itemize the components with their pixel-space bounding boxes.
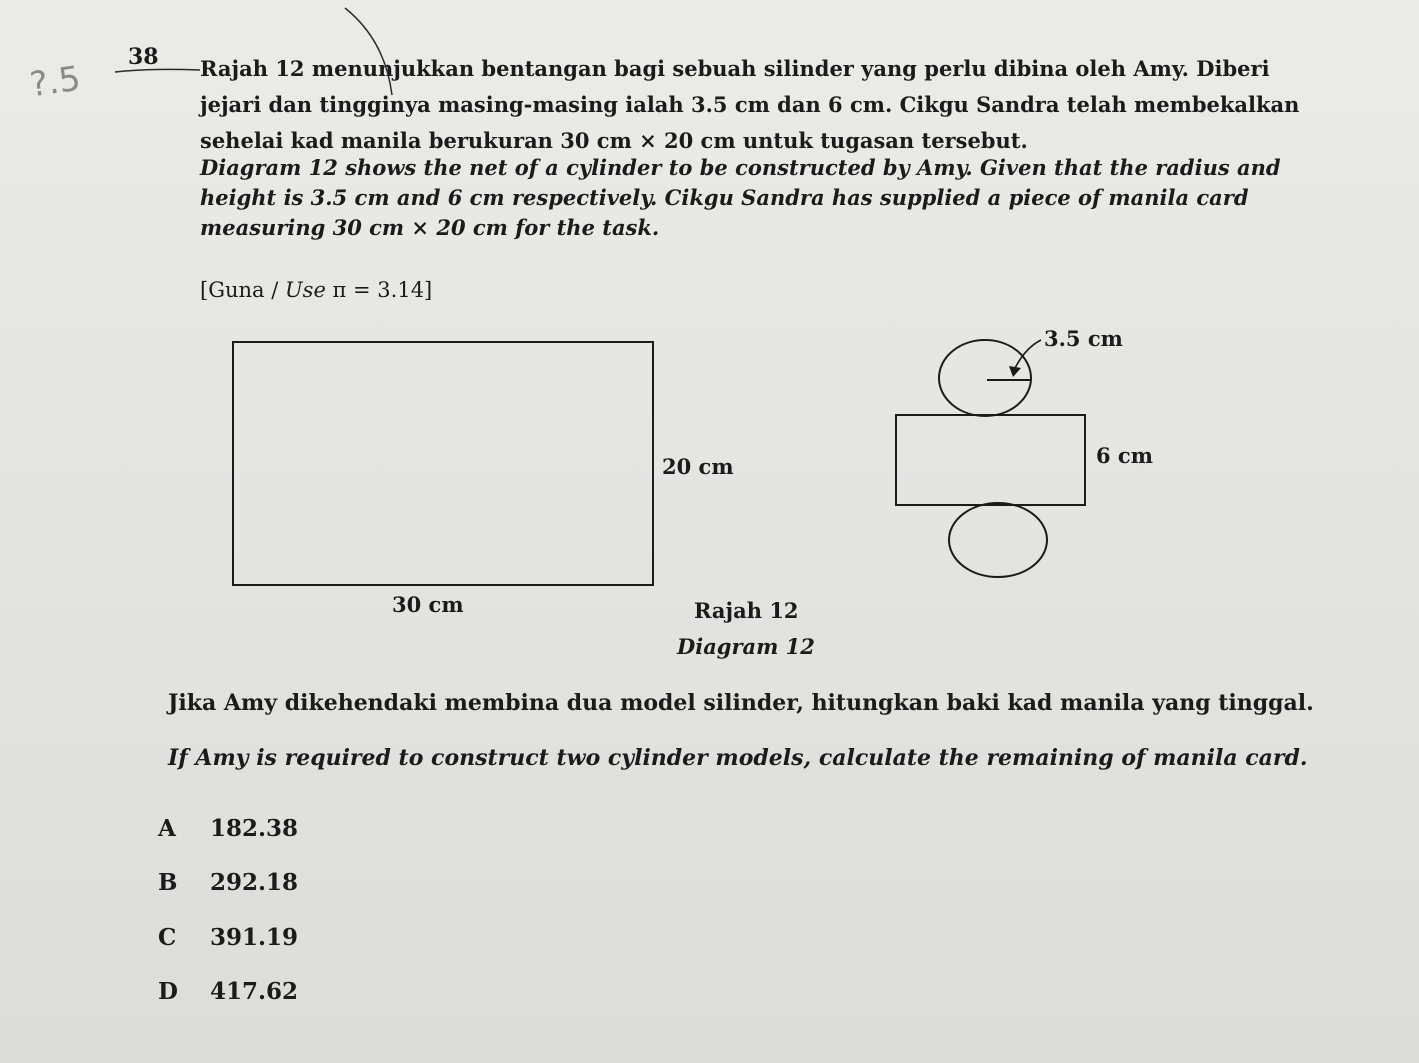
pen-mark [345,8,392,95]
answer-option-d[interactable] [158,978,298,1005]
option-letter: D [158,978,178,1005]
card-width-label: 30 cm [392,592,464,617]
question-text-english-line-3: measuring 30 cm × 20 cm for the task. [200,215,660,240]
radius-arrow-head [1009,366,1021,377]
option-value: 292.18 [210,869,299,896]
use-pi-use-word: Use [284,278,326,302]
answer-option-c[interactable] [158,924,298,951]
question-text-malay-line-1: Rajah 12 menunjukkan bentangan bagi sebuah silinder yang perlu dibina oleh Amy. Diberi [200,56,1270,81]
question-text-english-line-1: Diagram 12 shows the net of a cylinder to be constructed by Amy. Given that the radius and [200,155,1281,180]
option-letter: C [158,924,177,951]
prompt-english: If Amy is required to construct two cylinder models, calculate the remaining of manila card. [168,745,1308,771]
radius-label: 3.5 cm [1044,326,1123,351]
manila-card-rectangle [233,342,653,585]
use-pi-expression: π = 3.14] [325,278,433,302]
margin-pencil-note: ?.5 [27,58,84,106]
option-value: 182.38 [210,815,299,842]
option-value: 391.19 [210,924,299,951]
card-height-label: 20 cm [662,454,734,479]
prompt-malay: Jika Amy dikehendaki membina dua model silinder, hitungkan baki kad manila yang tinggal. [168,690,1314,716]
height-label: 6 cm [1096,443,1153,468]
option-value: 417.62 [210,978,299,1005]
question-text-malay-line-2: jejari dan tingginya masing-masing ialah 3.5 cm dan 6 cm. Cikgu Sandra telah membekalkan [200,92,1300,117]
pen-underline [115,69,200,72]
diagram-caption-malay: Rajah 12 [694,598,799,623]
cylinder-bottom-circle [949,503,1047,577]
option-letter: B [158,869,178,896]
answer-option-a[interactable] [158,815,298,842]
question-text-english-line-2: height is 3.5 cm and 6 cm respectively. Cikgu Sandra has supplied a piece of manila card [200,185,1249,210]
question-number: 38 [128,44,159,70]
question-text-malay-line-3: sehelai kad manila berukuran 30 cm × 20 cm untuk tugasan tersebut. [200,128,1028,153]
answer-option-b[interactable] [158,869,298,896]
use-pi-prefix: [Guna / [200,278,285,302]
cylinder-top-circle [939,340,1031,416]
option-letter: A [158,815,176,842]
diagram-caption-english: Diagram 12 [677,634,815,659]
cylinder-side-rectangle [896,415,1085,505]
